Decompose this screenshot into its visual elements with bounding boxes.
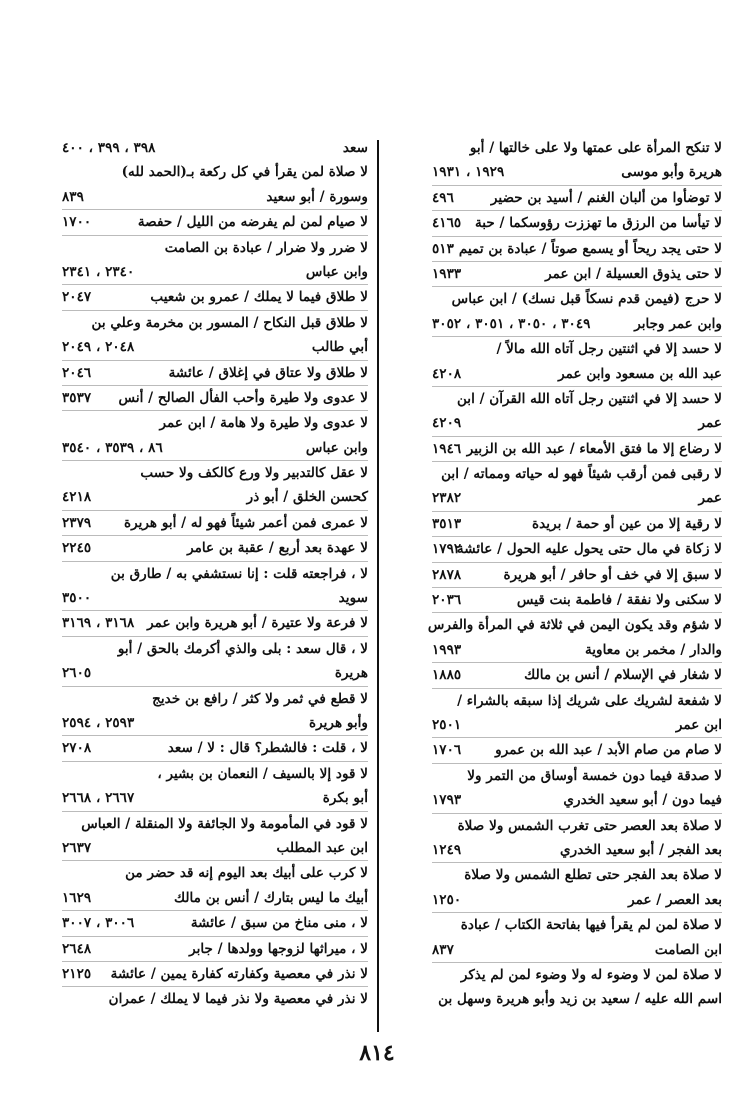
entry-reference-numbers: ١٨٨٥ <box>432 667 462 684</box>
entry-text: وابن عباس <box>305 439 368 456</box>
index-entry-line <box>432 588 722 613</box>
index-entry-line <box>432 888 722 913</box>
index-entry-line <box>62 687 368 711</box>
entry-reference-numbers: ٢١٢٥ <box>62 965 92 982</box>
index-entry-line <box>62 386 368 411</box>
entry-reference-numbers: ٣٩٨ ، ٣٩٩ ، ٤٠٠ <box>62 140 156 156</box>
entry-reference-numbers: ٨٣٧ <box>432 941 454 958</box>
entry-text: لا صلاة بعد العصر حتى تغرب الشمس ولا صلاة <box>457 817 722 834</box>
entry-reference-numbers: ١٢٥٠ <box>432 891 462 908</box>
index-entry-line <box>432 186 722 211</box>
index-entry-line <box>432 963 722 987</box>
index-entry-line <box>62 886 368 911</box>
index-entry-line <box>62 637 368 661</box>
index-entry-line <box>432 411 722 436</box>
entry-text: لا صيام لمن لم يفرضه من الليل / حفصة <box>137 214 368 231</box>
entry-text: سويد <box>338 590 368 607</box>
entry-reference-numbers: ١٧٠٠ <box>62 214 92 231</box>
entry-reference-numbers: ٢٣٤٠ ، ٢٣٤١ <box>62 263 135 280</box>
entry-text: لا ، منى مناخ من سبق / عائشة <box>190 915 368 932</box>
entry-text: لا ، ميراثها لزوجها وولدها / جابر <box>189 940 368 957</box>
index-entry-line <box>432 938 722 963</box>
index-entry-line <box>432 512 722 537</box>
entry-reference-numbers: ٣٥٣٧ <box>62 389 92 406</box>
entry-text: لا رضاع إلا ما فتق الأمعاء / عبد الله بن الزبير <box>466 440 722 457</box>
entry-text: اسم الله عليه / سعيد بن زيد وأبو هريرة وسهل بن <box>438 991 722 1008</box>
entry-text: لا صلاة بعد الفجر حتى تطلع الشمس ولا صلاة <box>464 867 722 884</box>
entry-text: لا طلاق فيما لا يملك / عمرو بن شعيب <box>150 289 368 306</box>
index-entry-line <box>62 937 368 962</box>
entry-text: أبي طالب <box>311 339 368 356</box>
entry-text: لا ، قال سعد : بلى والذي أكرمك بالحق / أبو <box>117 640 368 657</box>
entry-text: لا كرب على أبيك بعد اليوم إنه قد حضر من <box>125 865 368 882</box>
entry-text: لا حتى يجد ريحاً أو يسمع صوتاً / عبادة بن تميم <box>458 240 722 257</box>
index-entry-line <box>432 638 722 663</box>
index-entry-line <box>432 563 722 588</box>
entry-reference-numbers: ٢٢٤٥ <box>62 540 92 557</box>
entry-reference-numbers: ٤٢١٨ <box>62 489 92 506</box>
index-entry-line <box>432 237 722 262</box>
entry-reference-numbers: ٣٠٤٩ ، ٣٠٥٠ ، ٣٠٥١ ، ٣٠٥٢ <box>432 315 591 332</box>
entry-reference-numbers: ٢٦٣٧ <box>62 839 92 856</box>
entry-text: لا رقية إلا من عين أو حمة / بريدة <box>532 515 722 532</box>
entry-reference-numbers: ٢٠٤٧ <box>62 289 92 306</box>
entry-reference-numbers: ١٧٠٦ <box>432 742 462 759</box>
index-entry-line <box>432 689 722 713</box>
index-entry-line <box>62 260 368 285</box>
index-entry-line <box>432 863 722 887</box>
entry-text: لا حتى يذوق العسيلة / ابن عمر <box>545 265 722 282</box>
entry-text: لا حسد إلا في اثنتين رجل آتاه الله القرآن / ابن <box>456 390 722 407</box>
entry-text: لا طلاق ولا عتاق في إغلاق / عائشة <box>168 364 368 381</box>
index-entry-line <box>432 136 722 160</box>
entry-text: بعد العصر / عمر <box>628 891 722 908</box>
entry-text: لا عدوى ولا طيرة وأحب الفأل الصالح / أنس <box>118 389 368 406</box>
entry-text: لا حرج (فيمن قدم نسكاً قبل نسك) / ابن عباس <box>451 291 722 308</box>
entry-text: عمر <box>698 490 722 507</box>
entry-reference-numbers: ١٧٩٢ <box>432 541 462 558</box>
index-entry-line <box>62 361 368 386</box>
index-entry-line <box>432 987 722 1011</box>
page-number: ٨١٤ <box>359 1040 395 1066</box>
index-entry-line <box>62 511 368 536</box>
entry-reference-numbers: ٢٠٣٦ <box>432 592 462 609</box>
index-entry-line <box>62 812 368 836</box>
entry-text: وسورة / أبو سعيد <box>266 188 368 205</box>
index-entry-line <box>432 838 722 863</box>
index-entry-line <box>62 611 368 636</box>
entry-reference-numbers: ١٩٤٦ <box>432 440 462 457</box>
index-entry-line <box>432 287 722 311</box>
entry-text: لا قود في المأمومة ولا الجائفة ولا المنقلة / العباس <box>81 815 368 832</box>
entry-text: لا ، فراجعته قلت : إنا نستشفي به / طارق بن <box>110 565 368 582</box>
left-index-column <box>62 136 368 1012</box>
index-entry-line <box>62 285 368 310</box>
column-divider <box>377 140 379 1032</box>
index-entry-line <box>62 786 368 811</box>
index-entry-line <box>432 211 722 236</box>
index-entry-line <box>62 762 368 786</box>
index-entry-line <box>62 536 368 561</box>
entry-text: ابن الصامت <box>654 941 722 958</box>
entry-text: لا شفعة لشريك على شريك إذا سبقه بالشراء / <box>457 692 722 709</box>
entry-reference-numbers: ٢٠٤٦ <box>62 364 92 381</box>
entry-text: لا صلاة لمن لا وضوء له ولا وضوء لمن لم يذكر <box>460 966 722 983</box>
entry-text: لا حسد إلا في اثنتين رجل آتاه الله مالاً / <box>496 341 722 358</box>
index-entry-line <box>62 711 368 736</box>
index-entry-line <box>432 312 722 337</box>
entry-reference-numbers: ٢٧٠٨ <box>62 740 92 757</box>
index-entry-line <box>432 764 722 788</box>
entry-text: وابن عباس <box>305 263 368 280</box>
entry-text: لا عدوى ولا طيرة ولا هامة / ابن عمر <box>159 415 368 432</box>
entry-reference-numbers: ٣٥١٣ <box>432 515 462 532</box>
entry-text: أبو بكرة <box>322 790 368 807</box>
index-entry-line <box>432 913 722 937</box>
entry-text: هريرة <box>334 665 368 682</box>
index-entry-line <box>62 311 368 335</box>
index-entry-line <box>62 185 368 210</box>
entry-text: لا قود إلا بالسيف / النعمان بن بشير ، <box>157 765 368 782</box>
entry-text: لا عمرى فمن أعمر شيئاً فهو له / أبو هريرة <box>124 514 368 531</box>
entry-reference-numbers: ١٢٤٩ <box>432 841 462 858</box>
index-entry-line <box>62 861 368 885</box>
entry-text: سعد <box>342 140 368 156</box>
entry-reference-numbers: ٢٨٧٨ <box>432 566 462 583</box>
entry-text: وابن عمر وجابر <box>634 315 722 332</box>
entry-reference-numbers: ٣٠٠٦ ، ٣٠٠٧ <box>62 915 135 932</box>
entry-reference-numbers: ٢٠٤٨ ، ٢٠٤٩ <box>62 339 135 356</box>
index-entry-line <box>62 335 368 360</box>
index-entry-line <box>62 736 368 761</box>
entry-reference-numbers: ٥١٣ <box>432 240 454 257</box>
entry-text: لا طلاق قبل النكاح / المسور بن مخرمة وعلي بن <box>91 314 368 331</box>
index-entry-line <box>62 987 368 1011</box>
index-entry-line <box>62 661 368 686</box>
entry-text: لا تنكح المرأة على عمتها ولا على خالتها / أبو <box>469 140 722 156</box>
entry-text: لا ضرر ولا ضرار / عبادة بن الصامت <box>164 239 368 256</box>
index-entry-line <box>62 562 368 586</box>
entry-reference-numbers: ٤٩٦ <box>432 189 454 206</box>
index-entry-line <box>62 436 368 461</box>
index-entry-line <box>432 738 722 763</box>
entry-text: والدار / مخمر بن معاوية <box>584 641 722 658</box>
entry-text: بعد الفجر / أبو سعيد الخدري <box>560 841 722 858</box>
entry-text: لا تيأسا من الرزق ما تهززت رؤوسكما / حبة <box>474 215 722 232</box>
entry-text: عمر <box>698 415 722 432</box>
entry-reference-numbers: ٤٢٠٨ <box>432 365 462 382</box>
index-entry-line <box>62 136 368 160</box>
entry-text: لا صام من صام الأبد / عبد الله بن عمرو <box>495 742 722 759</box>
index-entry-line <box>432 462 722 486</box>
entry-text: كحسن الخلق / أبو ذر <box>246 489 368 506</box>
entry-reference-numbers: ١٩٩٣ <box>432 641 462 658</box>
index-entry-line <box>62 461 368 485</box>
index-entry-line <box>432 262 722 287</box>
index-entry-line <box>432 362 722 387</box>
entry-text: لا سكنى ولا نفقة / فاطمة بنت قيس <box>516 592 722 609</box>
index-entry-line <box>62 911 368 936</box>
entry-reference-numbers: ٢٣٨٢ <box>432 490 462 507</box>
index-entry-line <box>62 586 368 611</box>
index-entry-line <box>432 160 722 185</box>
entry-reference-numbers: ٢٥٩٣ ، ٢٥٩٤ <box>62 714 135 731</box>
entry-reference-numbers: ١٩٣٣ <box>432 265 462 282</box>
index-entry-line <box>432 387 722 411</box>
entry-text: لا سبق إلا في خف أو حافر / أبو هريرة <box>503 566 722 583</box>
entry-text: لا نذر في معصية ولا نذر فيما لا يملك / عمران <box>108 991 368 1008</box>
entry-reference-numbers: ٤٢٠٩ <box>432 415 462 432</box>
entry-text: لا نذر في معصية وكفارته كفارة يمين / عائشة <box>110 965 368 982</box>
entry-reference-numbers: ٢٦٤٨ <box>62 940 92 957</box>
entry-text: لا شغار في الإسلام / أنس بن مالك <box>524 667 722 684</box>
entry-reference-numbers: ٣٥٠٠ <box>62 590 92 607</box>
entry-text: لا زكاة في مال حتى يحول عليه الحول / عائشة <box>456 541 722 558</box>
index-entry-line <box>432 663 722 688</box>
entry-reference-numbers: ٣١٦٨ ، ٣١٦٩ <box>62 615 135 632</box>
entry-text: لا توضأوا من ألبان الغنم / أسيد بن حضير <box>490 189 722 206</box>
entry-text: لا رقبى فمن أرقب شيئاً فهو له حياته ومماته / ابن <box>441 466 722 483</box>
entry-reference-numbers: ١٦٢٩ <box>62 889 92 906</box>
entry-text: أبيك ما ليس بتارك / أنس بن مالك <box>173 889 368 906</box>
index-entry-line <box>62 962 368 987</box>
entry-reference-numbers: ١٩٢٩ ، ١٩٣١ <box>432 164 505 181</box>
entry-reference-numbers: ٨٦ ، ٣٥٣٩ ، ٣٥٤٠ <box>62 439 163 456</box>
entry-reference-numbers: ٢٣٧٩ <box>62 514 92 531</box>
index-entry-line <box>432 437 722 462</box>
entry-text: لا فرعة ولا عتيرة / أبو هريرة وابن عمر <box>147 615 368 632</box>
entry-reference-numbers: ٢٥٠١ <box>432 716 462 733</box>
entry-reference-numbers: ٤١٦٥ <box>432 215 462 232</box>
index-entry-line <box>432 486 722 511</box>
index-entry-line <box>62 210 368 235</box>
index-entry-line <box>62 485 368 510</box>
index-entry-line <box>427 613 722 637</box>
entry-reference-numbers: ٢٦٠٥ <box>62 665 92 682</box>
index-entry-line <box>62 236 368 260</box>
entry-reference-numbers: ٢٦٦٧ ، ٢٦٦٨ <box>62 790 135 807</box>
entry-text: لا شؤم وقد يكون اليمن في ثلاثة في المرأة والفرس <box>427 617 722 634</box>
entry-text: لا صدقة فيما دون خمسة أوساق من التمر ولا <box>467 767 722 784</box>
index-entry-line <box>432 814 722 838</box>
entry-text: عبد الله بن مسعود وابن عمر <box>558 365 722 382</box>
right-index-column <box>427 136 722 1012</box>
entry-text: لا ، قلت : فالشطر؟ قال : لا / سعد <box>167 740 368 757</box>
index-entry-line <box>432 788 722 813</box>
index-entry-line <box>62 160 368 184</box>
entry-text: لا قطع في ثمر ولا كثر / رافع بن خديج <box>152 690 368 707</box>
entry-reference-numbers: ١٧٩٣ <box>432 792 462 809</box>
entry-text: لا عقل كالتدبير ولا ورع كالكف ولا حسب <box>140 465 368 482</box>
index-entry-line <box>432 713 722 738</box>
entry-text: وأبو هريرة <box>309 714 368 731</box>
entry-text: لا صلاة لمن لم يقرأ فيها بفاتحة الكتاب / عبادة <box>460 917 722 934</box>
entry-text: لا عهدة بعد أربع / عقبة بن عامر <box>187 540 368 557</box>
entry-text: ابن عمر <box>675 716 722 733</box>
index-entry-line <box>62 411 368 435</box>
entry-text: ابن عبد المطلب <box>276 839 368 856</box>
entry-text: هريرة وأبو موسى <box>621 164 722 181</box>
index-entry-line <box>432 537 722 562</box>
entry-text: لا صلاة لمن يقرأ في كل ركعة بـ(الحمد لله) <box>121 164 368 181</box>
entry-text: فيما دون / أبو سعيد الخدري <box>563 792 722 809</box>
index-entry-line <box>432 337 722 361</box>
index-entry-line <box>62 836 368 861</box>
entry-reference-numbers: ٨٣٩ <box>62 188 84 205</box>
